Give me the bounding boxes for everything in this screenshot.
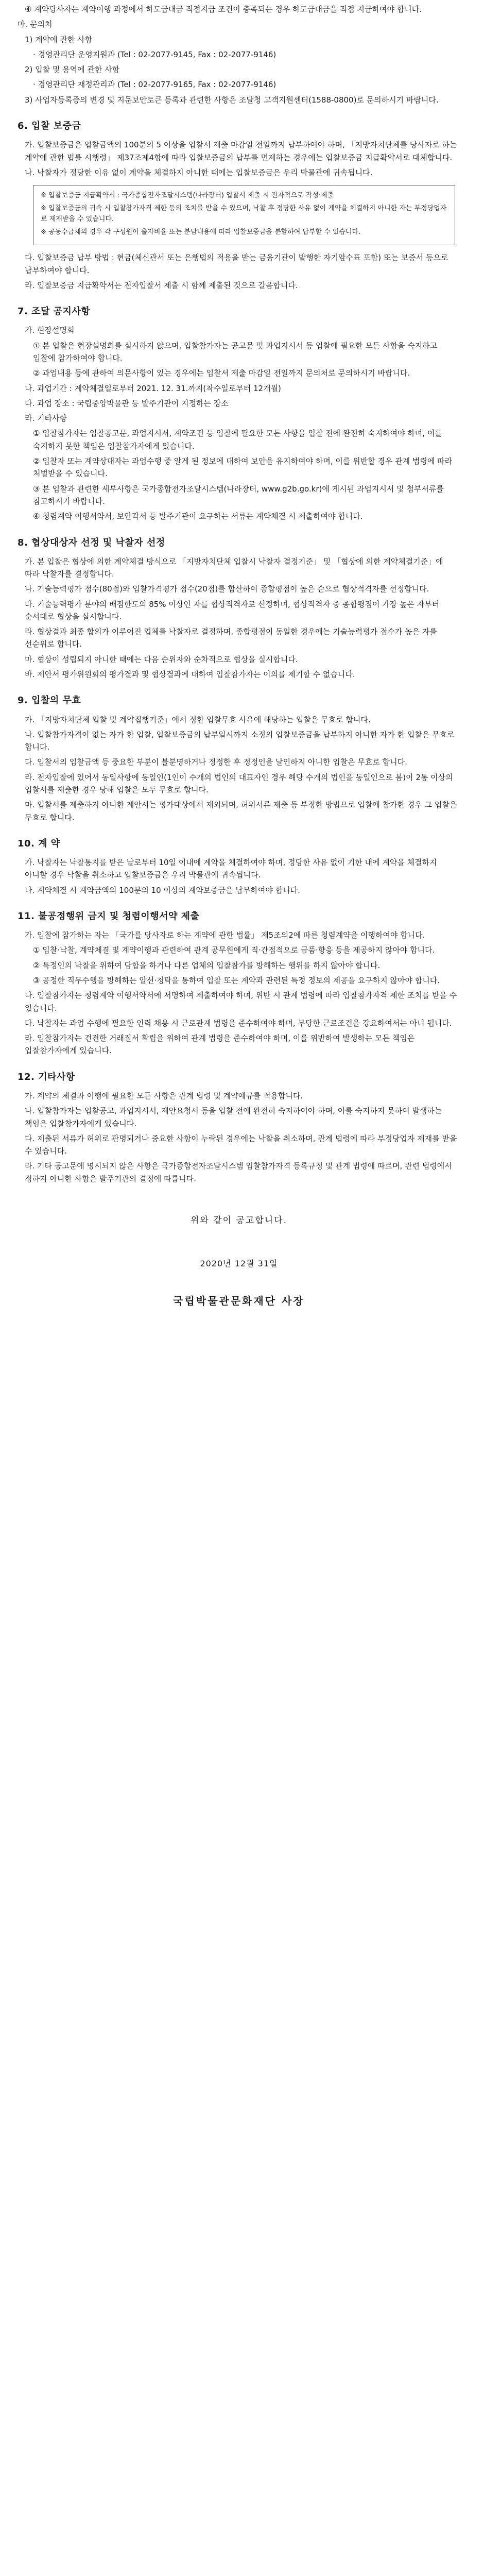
section-paragraph: 다. 과업 장소 : 국립중앙박물관 등 발주기관이 지정하는 장소 — [25, 398, 229, 408]
section-paragraph: 가. 낙찰자는 낙찰통지를 받은 날로부터 10일 이내에 계약을 체결하여야 하며, 정당한 사유 없이 기한 내에 계약을 체결하지 아니할 경우 낙찰을 취소하고 입찰보증금은 우리 박물관에 귀속됩니다. — [25, 858, 440, 880]
section-paragraph: 라. 기타사항 — [25, 414, 67, 423]
notice-box — [33, 185, 455, 245]
notice-section — [18, 1070, 460, 1185]
notice-section — [18, 693, 460, 824]
intro-paragraph: · 경영관리단 운영지원과 (Tel : 02-2077-9145, Fax : 02-2077-9146) — [33, 49, 276, 59]
section-paragraph: ② 특정인의 낙찰을 위하여 담합을 하거나 다른 업체의 입찰참가를 방해하는 행위를 하지 않아야 합니다. — [33, 960, 381, 970]
section-paragraph: 바. 제안서 평가위원회의 평가결과 및 협상결과에 대하여 입찰참가자는 이의를 제기할 수 없습니다. — [25, 670, 355, 680]
section-paragraph: ② 입찰자 또는 계약상대자는 과업수행 중 알게 된 정보에 대하여 보안을 유지하여야 하며, 이를 위반할 경우 관계 법령에 따라 처벌받을 수 있습니다. — [33, 456, 455, 479]
section-paragraph: 가. 입찰보증금은 입찰금액의 100분의 5 이상을 입찰서 제출 마감일 전일까지 납부하여야 하며, 「지방자치단체를 당사자로 하는 계약에 관한 법률 시행령」 제37조제4항에 따라 입찰보증금의 납부를 면제하는 경우에는 입찰보증금 지급확약서로 대체합니다. — [25, 140, 460, 162]
section-heading: 11. 불공정행위 금지 및 청렴이행서약 제출 — [18, 910, 200, 922]
section-paragraph: 다. 입찰서의 입찰금액 등 중요한 부분이 불분명하거나 정정한 후 정정인을 날인하지 아니한 입찰은 무효로 합니다. — [25, 757, 407, 767]
section-paragraph: 가. 계약의 체결과 이행에 필요한 모든 사항은 관계 법령 및 계약예규를 적용합니다. — [25, 1091, 303, 1100]
section-paragraph: 다. 기술능력평가 분야의 배점한도의 85% 이상인 자를 협상적격자로 선정하며, 협상적격자 중 종합평점이 가장 높은 자부터 순서대로 협상을 실시합니다. — [25, 599, 442, 621]
section-paragraph: 가. 입찰에 참가하는 자는 「국가를 당사자로 하는 계약에 관한 법률」 제5조의2에 따른 청렴계약을 이행하여야 합니다. — [25, 930, 425, 940]
section-paragraph: 가. 본 입찰은 협상에 의한 계약체결 방식으로 「지방자치단체 입찰시 낙찰자 결정기준」 및 「협상에 의한 계약체결기준」에 따라 낙찰자를 결정합니다. — [25, 556, 446, 579]
section-heading: 6. 입찰 보증금 — [18, 121, 81, 132]
section-paragraph: 나. 계약체결 시 계약금액의 100분의 10 이상의 계약보증금을 납부하여야 합니다. — [25, 885, 300, 895]
section-paragraph: 가. 현장설명회 — [25, 326, 75, 335]
notice-sections — [18, 118, 460, 1185]
intro-paragraph: 1) 계약에 관한 사항 — [25, 35, 93, 44]
section-paragraph: 가. 「지방자치단체 입찰 및 계약집행기준」에서 정한 입찰무효 사유에 해당하는 입찰은 무효로 합니다. — [25, 715, 371, 724]
section-paragraph: 나. 입찰참가자격이 없는 자가 한 입찰, 입찰보증금의 납부일시까지 소정의 입찰보증금을 납부하지 아니한 자가 한 입찰은 무효로 합니다. — [25, 730, 457, 752]
section-paragraph: ② 과업내용 등에 관하여 의문사항이 있는 경우에는 입찰서 제출 마감일 전일까지 문의처로 문의하시기 바랍니다. — [33, 368, 410, 378]
section-paragraph: 나. 낙찰자가 정당한 이유 없이 계약을 체결하지 아니한 때에는 입찰보증금은 우리 박물관에 귀속됩니다. — [25, 167, 373, 177]
notice-section — [18, 535, 460, 681]
section-paragraph: ① 입찰참가자는 입찰공고문, 과업지시서, 계약조건 등 입찰에 필요한 모든 사항을 입찰 전에 완전히 숙지하여야 하며, 이를 숙지하지 못한 책임은 입찰참가자에게 있습니다. — [33, 429, 445, 451]
box-note: ※ 공동수급체의 경우 각 구성원이 출자비율 또는 분담내용에 따라 입찰보증금을 분할하여 납부할 수 있습니다. — [41, 228, 361, 236]
section-heading: 9. 입찰의 무효 — [18, 695, 81, 706]
section-paragraph: ③ 공정한 직무수행을 방해하는 알선·청탁을 통하여 입찰 또는 계약과 관련된 특정 정보의 제공을 요구하지 않아야 합니다. — [33, 975, 440, 985]
intro-paragraph: ④ 계약당사자는 계약이행 과정에서 하도급대금 직접지급 조건이 충족되는 경우 하도급대금을 직접 지급하여야 합니다. — [25, 5, 422, 14]
section-paragraph: 다. 입찰보증금 납부 방법 : 현금(체신관서 또는 은행법의 적용을 받는 금융기관이 발행한 자기앞수표 포함) 또는 보증서 등으로 납부하여야 합니다. — [25, 253, 451, 275]
section-heading: 8. 협상대상자 선정 및 낙찰자 선정 — [18, 537, 165, 548]
section-paragraph: 다. 제출된 서류가 허위로 판명되거나 중요한 사항이 누락된 경우에는 낙찰을 취소하며, 관계 법령에 따라 부정당업자 제재를 받을 수 있습니다. — [25, 1133, 460, 1156]
box-note: ※ 입찰보증금 지급확약서 : 국가종합전자조달시스템(나라장터) 입찰서 제출 시 전자적으로 작성·제출 — [41, 192, 334, 200]
section-paragraph: 나. 과업기간 : 계약체결일로부터 2021. 12. 31.까지(착수일로부터 12개월) — [25, 383, 281, 393]
notice-section — [18, 836, 460, 896]
section-paragraph: 나. 기술능력평가 점수(80점)와 입찰가격평가 점수(20점)를 합산하여 종합평점이 높은 순으로 협상적격자를 선정합니다. — [25, 584, 429, 594]
section-paragraph: 다. 낙찰자는 과업 수행에 필요한 인력 채용 시 근로관계 법령을 준수하여야 하며, 부당한 근로조건을 강요하여서는 아니 됩니다. — [25, 1018, 452, 1028]
section-heading: 7. 조달 공지사항 — [18, 306, 91, 317]
notice-section — [18, 118, 460, 292]
section-paragraph: 라. 기타 공고문에 명시되지 않은 사항은 국가종합전자조달시스템 입찰참가자격 등록규정 및 관계 법령에 따르며, 관련 법령에서 정하지 아니한 사항은 발주기관의 결정에 따릅니다. — [25, 1161, 455, 1183]
section-paragraph: 라. 전자입찰에 있어서 동일사항에 동일인(1인이 수개의 법인의 대표자인 경우 해당 수개의 법인을 동일인으로 봄)이 2통 이상의 입찰서를 제출한 경우 당해 입찰은 모두 무효로 합니다. — [25, 772, 456, 794]
section-paragraph: 라. 입찰참가자는 건전한 거래질서 확립을 위하여 관계 법령을 준수하여야 하며, 이를 위반하여 발생하는 모든 책임은 입찰참가자에게 있습니다. — [25, 1033, 418, 1056]
section-paragraph: ① 본 입찰은 현장설명회를 실시하지 않으며, 입찰참가자는 공고문 및 과업지시서 등 입찰에 필요한 모든 사항을 숙지하고 입찰에 참가하여야 합니다. — [33, 341, 440, 363]
section-paragraph: 라. 협상결과 최종 합의가 이루어진 업체를 낙찰자로 결정하며, 종합평점이 동일한 경우에는 기술능력평가 점수가 높은 자를 선순위로 합니다. — [25, 627, 440, 649]
section-paragraph: ① 입찰·낙찰, 계약체결 및 계약이행과 관련하여 관계 공무원에게 직·간접적으로 금품·향응 등을 제공하지 않아야 합니다. — [33, 945, 435, 955]
notice-date: 2020년 12월 31일 — [200, 1258, 278, 1268]
section-paragraph: 나. 입찰참가자는 청렴계약 이행서약서에 서명하여 제출하여야 하며, 위반 시 관계 법령에 따라 입찰참가자격 제한 조치를 받을 수 있습니다. — [25, 991, 460, 1013]
section-heading: 10. 계 약 — [18, 838, 60, 849]
intro-paragraph: 마. 문의처 — [18, 20, 53, 29]
intro-paragraph: 2) 입찰 및 용역에 관한 사항 — [25, 65, 120, 75]
section-paragraph: 마. 입찰서를 제출하지 아니한 제안서는 평가대상에서 제외되며, 허위서류 제출 등 부정한 방법으로 입찰에 참가한 경우 그 입찰은 무효로 합니다. — [25, 800, 460, 822]
notice-section — [18, 909, 460, 1057]
section-paragraph: ④ 청렴계약 이행서약서, 보안각서 등 발주기관이 요구하는 서류는 계약체결 시 제출하여야 합니다. — [33, 512, 363, 521]
notice-section — [18, 304, 460, 522]
closing-statement: 위와 같이 공고합니다. — [190, 1215, 287, 1226]
section-paragraph: 나. 입찰참가자는 입찰공고, 과업지시서, 제안요청서 등을 입찰 전에 완전히 숙지하여야 하며, 이를 숙지하지 못하여 발생하는 책임은 입찰참가자에게 있습니다. — [25, 1106, 445, 1128]
issuing-organization: 국립박물관문화재단 사장 — [173, 1295, 305, 1308]
intro-paragraph: 3) 사업자등록증의 변경 및 지문보안토큰 등록과 관련한 사항은 조달청 고객지원센터(1588-0800)로 문의하시기 바랍니다. — [25, 95, 439, 105]
notice-intro-block — [18, 3, 460, 106]
section-heading: 12. 기타사항 — [18, 1071, 75, 1082]
intro-paragraph: · 경영관리단 재정관리과 (Tel : 02-2077-9165, Fax : 02-2077-9146) — [33, 80, 276, 90]
section-paragraph: 라. 입찰보증금 지급확약서는 전자입찰서 제출 시 함께 제출된 것으로 갈음합니다. — [25, 280, 298, 290]
section-paragraph: ③ 본 입찰과 관련한 세부사항은 국가종합전자조달시스템(나라장터, www.g2b.go.kr)에 게시된 과업지시서 및 첨부서류를 참고하시기 바랍니다. — [33, 484, 446, 506]
section-paragraph: 마. 협상이 성립되지 아니한 때에는 다음 순위자와 순차적으로 협상을 실시합니다. — [25, 654, 298, 664]
box-note: ※ 입찰보증금의 귀속 시 입찰참가자격 제한 등의 조치를 받을 수 있으며, 낙찰 후 정당한 사유 없이 계약을 체결하지 아니한 자는 부정당업자로 제재받을 수 있습니다. — [41, 204, 447, 223]
